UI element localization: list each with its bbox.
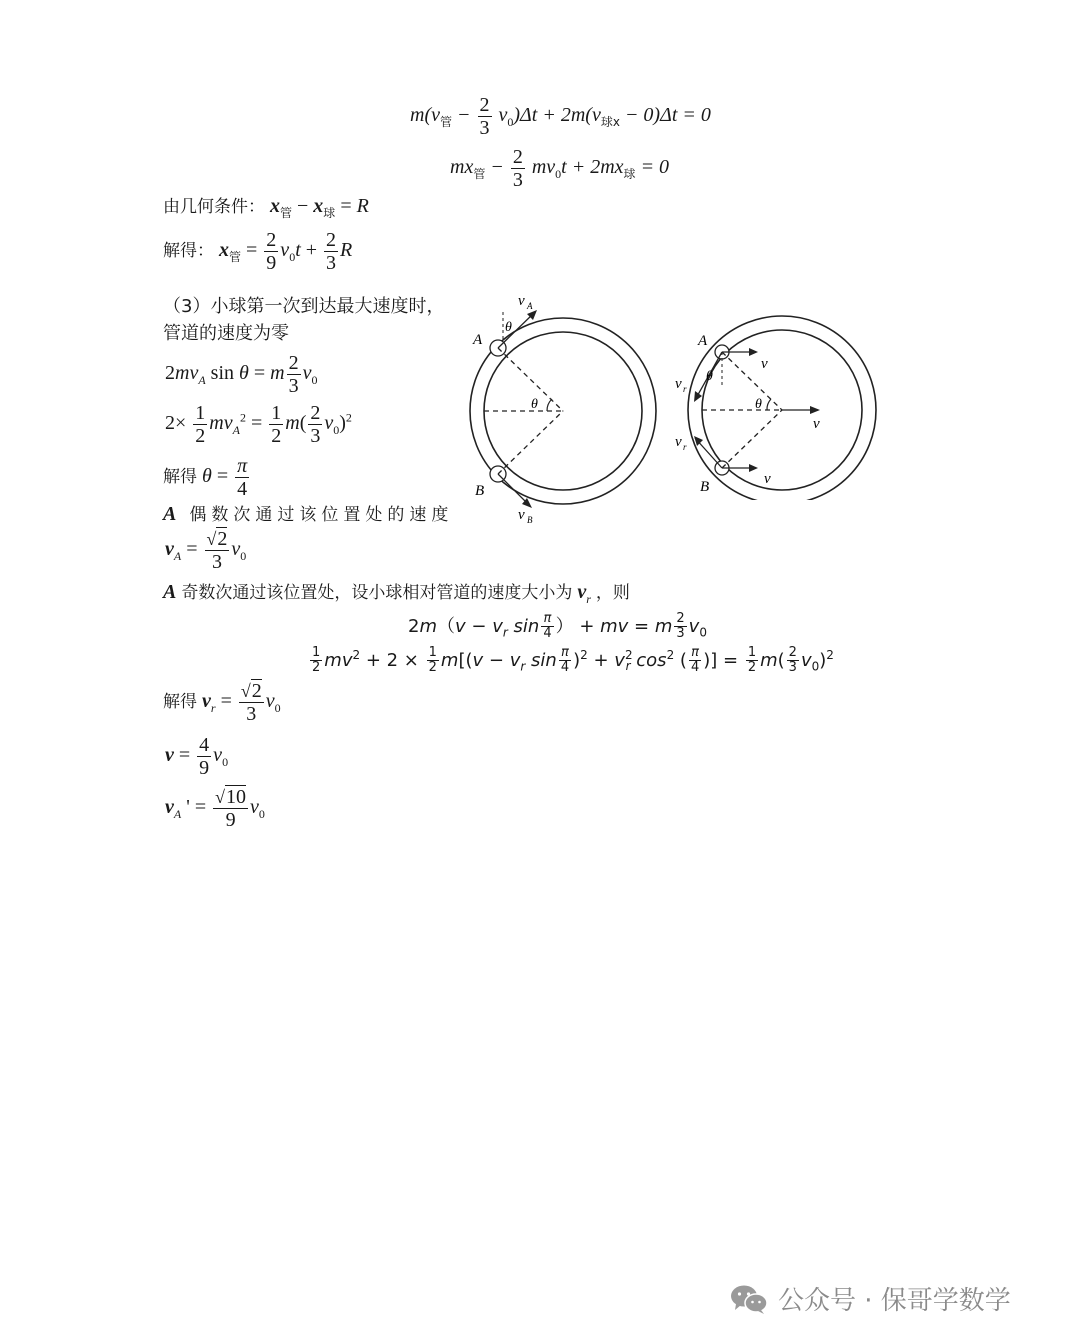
wechat-icon [730, 1284, 768, 1314]
equation-odd-energy: $\frac{1}{2}$ $mv^2 + 2$ × $\frac{1}{2}$ $m[(v - v_r$ sin $\frac{\pi}{4}$ )$^2 + v^2_r$ $\cos^2$ ( $\frac{\pi}{4}$ )] = $\frac{1}{2}$ m( $\frac{2}{3}$ $v_0)^2$ [312, 645, 834, 676]
label-vB-sub-left: B [527, 515, 533, 525]
label-v-center-right: v [813, 416, 820, 432]
label-theta-top-right: θ [706, 369, 713, 384]
tube-diagram-left [455, 292, 670, 527]
sub-ball: 球 [623, 167, 636, 182]
solution-vr: 解得 $v_r$ = $\frac{√2}{3}$ $v_0$ [163, 680, 281, 725]
even-pass-text: 偶数次通过该位置处的速度 [189, 505, 454, 525]
solution-theta: 解得 θ = $\frac{\pi}{4}$ [163, 455, 248, 500]
label-vA-left: v [518, 293, 525, 309]
label-vr-bottom-right: v [675, 434, 682, 450]
watermark [730, 1280, 1011, 1317]
equation-displacement: $mx_管$ − $\frac{2}{3}$ $mv_0t + 2mx_球 = 0$ [450, 146, 670, 191]
equation-max-speed-energy: 2× $\frac{1}{2}$ $mv_A^2$ = $\frac{1}{2}$ m( $\frac{2}{3}$ $v_0)^2$ [165, 402, 352, 447]
solve-label-2: 解得 [163, 692, 197, 713]
vA-even-value: $v_A$ = $\frac{√2}{3}$ $v_0$ [165, 528, 247, 573]
label-vr-sub-bottom-right: r [683, 442, 687, 452]
label-v-top-right: v [761, 356, 768, 372]
part3-line1: （3）小球第一次到达最大速度时， [163, 296, 445, 317]
odd-pass-line: A 奇数次通过该位置处，设小球相对管道的速度大小为 $v_r$ ，则 [163, 581, 630, 606]
equation-max-speed-momentum: $2mv_A$ sin θ = m $\frac{2}{3}$ $v_0$ [165, 352, 318, 397]
label-B-right: B [700, 479, 710, 495]
solution-vA-prime: $v_A$ ' = $\frac{√10}{9}$ $v_0$ [165, 786, 265, 831]
equation-momentum-impulse: $m(v_管$ − $\frac{2}{3}$ $v_0)\Delta t + 2m(v_{球x} - 0)\Delta t = 0$ [410, 94, 711, 139]
label-vB-left: v [518, 507, 525, 523]
label-vr-sub-top-right: r [683, 384, 687, 394]
solution-x-tube: 解得： $x_管$ = $\frac{2}{9}$ $v_0t$ + $\frac{2}{3}$ R [163, 229, 353, 274]
label-A-left: A [473, 332, 483, 348]
label-vA-sub-left: A [527, 301, 533, 311]
sub-tube: 管 [439, 115, 452, 130]
solution-v: v = $\frac{4}{9}$ $v_0$ [165, 734, 229, 779]
sub-ballx: 球x [600, 115, 620, 130]
tube-diagram-right [670, 310, 885, 500]
label-B-left: B [475, 483, 485, 499]
label-vr-top-right: v [675, 376, 682, 392]
solve-label-1: 解得： [163, 241, 214, 262]
sub-tube-2: 管 [473, 167, 486, 182]
label-v-bottom-right: v [764, 471, 771, 487]
label-A-right: A [698, 333, 708, 349]
geometry-condition-label: 由几何条件： [163, 197, 265, 217]
watermark-text: 公众号 · 保哥学数学 [778, 1286, 1011, 1316]
solve-theta-label: 解得 [163, 467, 197, 488]
label-theta-center-right: θ [755, 397, 762, 412]
odd-pass-text-a: 奇数次通过该位置处，设小球相对管道的速度大小为 [181, 583, 573, 603]
label-theta-center-left: θ [531, 397, 538, 412]
even-pass-line: A 偶数次通过该位置处的速度 [163, 503, 454, 525]
label-theta-top-left: θ [505, 320, 512, 335]
geometry-condition-line: 由几何条件： $x_管 - x_球 = R$ [163, 195, 369, 220]
odd-pass-text-b: ，则 [595, 583, 630, 603]
part3-line2: 管道的速度为零 [163, 323, 289, 344]
equation-odd-momentum: $2m(v - v_r$ sin $\frac{\pi}{4}$ ） + mv = m $\frac{2}{3}$ $v_0$ [408, 611, 707, 642]
